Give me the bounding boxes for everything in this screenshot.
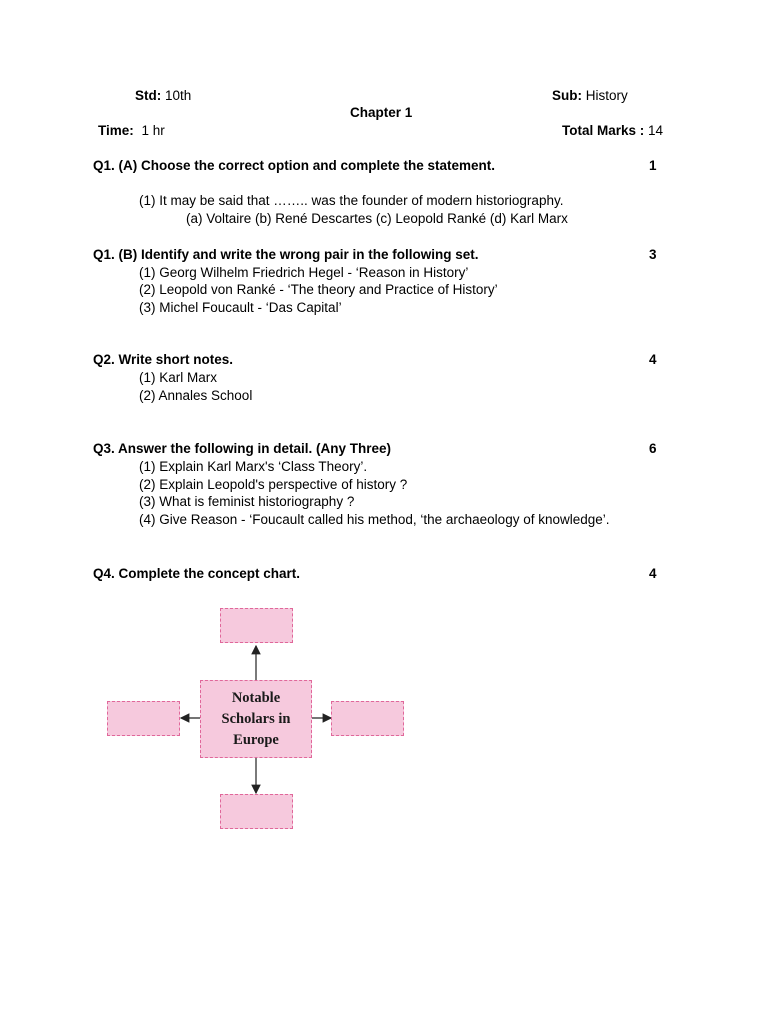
q4-marks: 4 bbox=[649, 566, 657, 581]
sub-label: Sub: bbox=[552, 88, 582, 103]
q4-title: Q4. Complete the concept chart. bbox=[93, 566, 301, 581]
q1b-item-3: (3) Michel Foucault - ‘Das Capital’ bbox=[139, 300, 342, 315]
q3-title: Q3. Answer the following in detail. (Any Three) bbox=[93, 441, 392, 456]
q1a-marks: 1 bbox=[649, 158, 657, 173]
concept-box-right[interactable] bbox=[331, 701, 404, 736]
std-label: Std: bbox=[135, 88, 162, 103]
q3-marks: 6 bbox=[649, 441, 657, 456]
concept-center-box: Notable Scholars in Europe bbox=[200, 680, 312, 758]
q2-title: Q2. Write short notes. bbox=[93, 352, 234, 367]
std-value: 10th bbox=[165, 88, 192, 103]
concept-box-bottom[interactable] bbox=[220, 794, 293, 829]
q1a-question: (1) It may be said that …….. was the founder of modern historiography. bbox=[139, 193, 564, 208]
q1b-marks: 3 bbox=[649, 247, 657, 262]
q2-marks: 4 bbox=[649, 352, 657, 367]
sub-value: History bbox=[585, 88, 628, 103]
q3-item-3: (3) What is feminist historiography ? bbox=[139, 494, 355, 509]
q1b-title: Q1. (B) Identify and write the wrong pair in the following set. bbox=[93, 247, 479, 262]
concept-box-left[interactable] bbox=[107, 701, 180, 736]
q1b-item-1: (1) Georg Wilhelm Friedrich Hegel - ‘Reason in History’ bbox=[139, 265, 469, 280]
marks-label: Total Marks : bbox=[562, 123, 645, 138]
concept-box-top[interactable] bbox=[220, 608, 293, 643]
q2-item-2: (2) Annales School bbox=[139, 388, 253, 403]
q1a-options: (a) Voltaire (b) René Descartes (c) Leopold Ranké (d) Karl Marx bbox=[186, 211, 568, 226]
q1b-item-2: (2) Leopold von Ranké - ‘The theory and Practice of History’ bbox=[139, 282, 498, 297]
q3-item-4: (4) Give Reason - ‘Foucault called his method, ‘the archaeology of knowledge’. bbox=[139, 512, 610, 527]
q3-item-1: (1) Explain Karl Marx's ‘Class Theory’. bbox=[139, 459, 368, 474]
q3-item-2: (2) Explain Leopold's perspective of history ? bbox=[139, 477, 408, 492]
chapter-title: Chapter 1 bbox=[350, 105, 413, 120]
marks-value: 14 bbox=[648, 123, 664, 138]
q2-item-1: (1) Karl Marx bbox=[139, 370, 218, 385]
q1a-title: Q1. (A) Choose the correct option and complete the statement. bbox=[93, 158, 496, 173]
time-label: Time: bbox=[98, 123, 134, 138]
time-value: 1 hr bbox=[141, 123, 165, 138]
